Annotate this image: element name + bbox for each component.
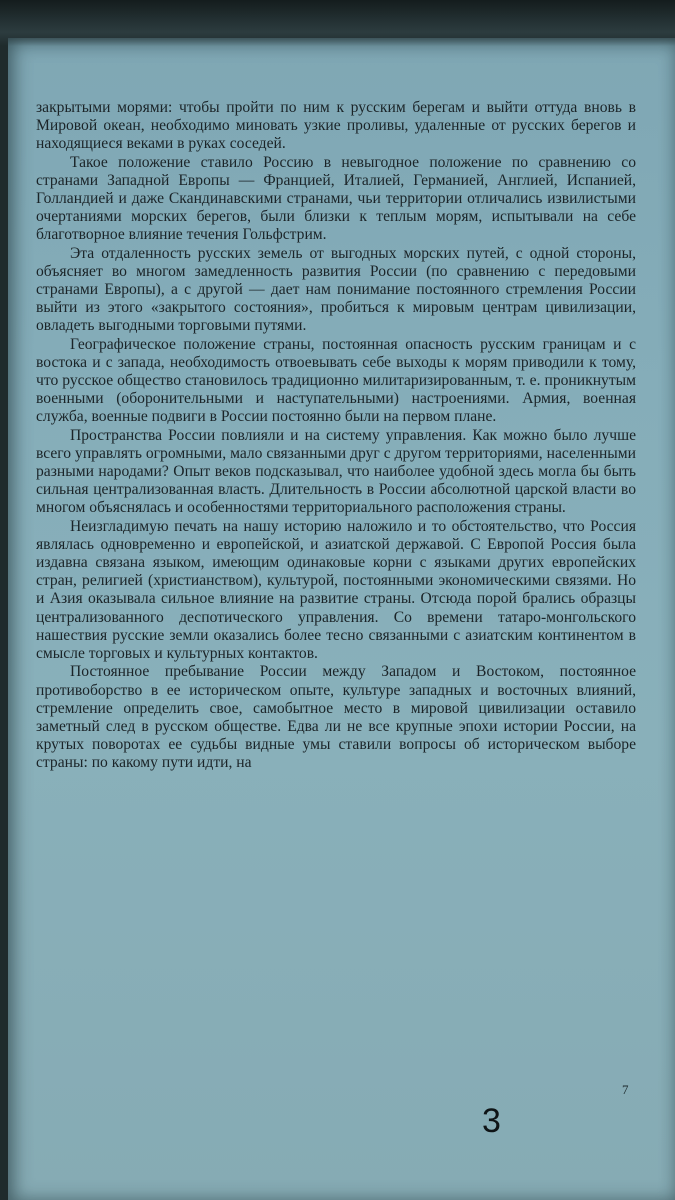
paragraph: Географическое положение страны, постоянная опасность русским границам и с востока и с запада, необходимость отвоевывать себе выходы к морям приводили к тому, что русское общество становилось традиционно милитаризированным, т. е. проникнутым военными (оборонительными и наступательными) настроениями. Армия, военная служба, военные подвиги в России постоянно были на первом плане.: [36, 335, 636, 426]
paragraph: Постоянное пребывание России между Западом и Востоком, постоянное противоборство в ее историческом опыте, культуре западных и восточных влияний, стремление определить свое, самобытное место в мировой цивилизации оставило заметный след в русском обществе. Едва ли не все крупные эпохи истории России, на крутых поворотах ее судьбы видные умы ставили вопросы об историческом выборе страны: по какому пути идти, на: [36, 663, 636, 772]
page-number: 7: [622, 1082, 629, 1097]
paragraph-continued: закрытыми морями: чтобы пройти по ним к русским берегам и выйти оттуда вновь в Мировой океан, необходимо миновать узкие проливы, удаленные от русских берегов и находящиеся веками в руках соседей.: [36, 99, 636, 153]
paragraph: Пространства России повлияли и на систему управления. Как можно было лучше всего управлять огромными, мало связанными друг с другом территориями, населенными разными народами? Опыт веков подсказывал, что наиболее удобной здесь могла бы быть сильная централизованная власть. Длительность в России абсолютной царской власти во многом объяснялась и особенностями территориального расположения страны.: [36, 426, 636, 517]
body-text: [36, 99, 636, 773]
paragraph: Неизгладимую печать на нашу историю наложило и то обстоятельство, что Россия являлась одновременно и европейской, и азиатской державой. С Европой Россия была издавна связана языком, имеющим одинаковые корни с языками других европейских стран, религией (христианством), культурой, постоянными экономическими связями. Но и Азия оказывала сильное влияние на развитие страны. Отсюда порой брались образцы централизованного деспотического управления. Со времени татаро-монгольского нашествия русские земли оказались более тесно связанными с азиатским континентом в смысле торговых и культурных контактов.: [36, 517, 636, 663]
dark-top-edge: [0, 0, 675, 46]
handwritten-number: 3: [482, 1102, 501, 1140]
paragraph: Такое положение ставило Россию в невыгодное положение по сравнению со странами Западной Европы — Францией, Италией, Германией, Англией, Испанией, Голландией и даже Скандинавскими странами, чьи территории отличались извилистыми очертаниями морских берегов, были близки к теплым морям, испытывали на себе благотворное влияние течения Гольфстрим.: [36, 153, 636, 244]
paragraph: Эта отдаленность русских земель от выгодных морских путей, с одной стороны, объясняет во многом замедленность развития России (по сравнению с передовыми странами Европы), а с другой — дает нам понимание постоянного стремления России выйти из этого «закрытого состояния», пробиться к мировым центрам цивилизации, овладеть выгодными торговыми путями.: [36, 244, 636, 335]
